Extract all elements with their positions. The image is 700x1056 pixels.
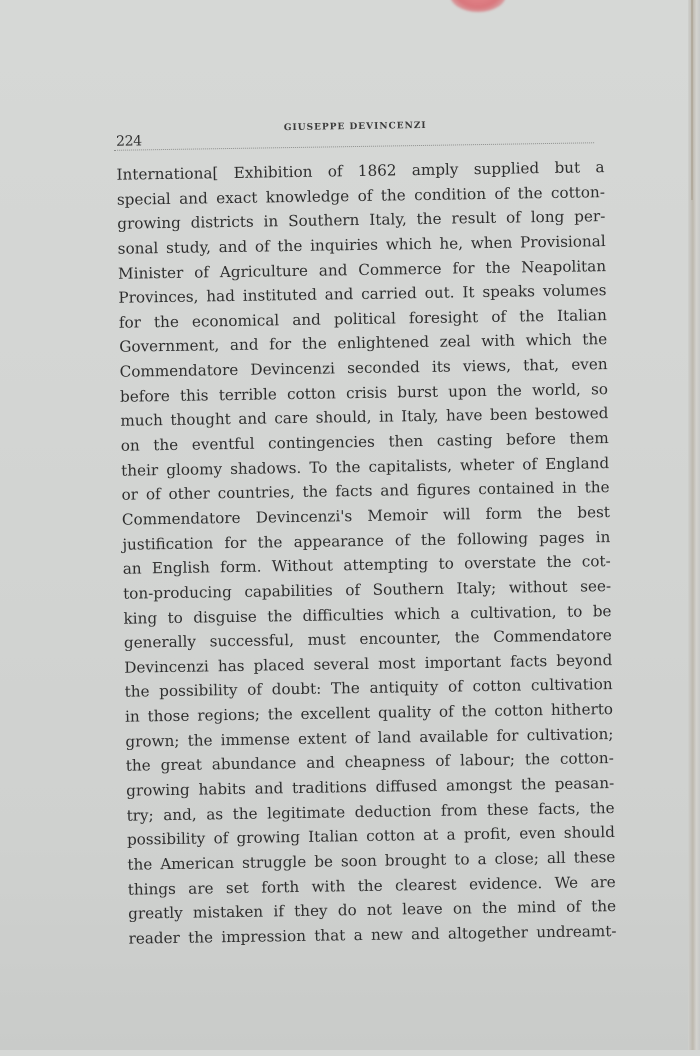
text-line: Devincenzi has placed several most important facts beyond (124, 650, 613, 677)
text-line: the possibility of doubt: The antiquity of cotton cultivation (124, 675, 613, 702)
text-line: the great abundance and cheapness of labour; the cotton- (125, 749, 614, 776)
text-line: or of other countries, the facts and figures contained in the (121, 478, 610, 505)
text-line: Internationa[ Exhibition of 1862 amply supplied but a (116, 158, 605, 184)
text-line: growing districts in Southern Italy, the result of long per- (117, 207, 606, 234)
running-head (114, 120, 594, 154)
text-line: try; and, as the legitimate deduction from these facts, the (126, 798, 615, 825)
text-line: king to disguise the difficulties which a cultivation, to be (123, 601, 612, 628)
text-line: Minister of Agriculture and Commerce for the Neapolitan (117, 256, 607, 283)
text-line: the American struggle be soon brought to a close; all these (127, 847, 616, 874)
text-line: before this terrible cotton crisis burst upon the world, so (119, 379, 609, 406)
text-line: their gloomy shadows. To the capitalists, wheter of England (121, 453, 610, 480)
text-line: for the economical and political foresight of the Italian (118, 305, 607, 332)
text-line: generally successful, must encounter, the Commendatore (123, 626, 612, 652)
body-text (116, 155, 616, 951)
text-line: possibility of growing Italian cotton at a profit, even should (126, 823, 616, 849)
text-line: an English form. Without attempting to overstate the cot- (122, 552, 611, 578)
header-rule (114, 142, 594, 151)
text-line: greatly mistaken if they do not leave on the mind of the (128, 897, 617, 923)
text-line: Commendatore Devincenzi's Memoir will form the best (121, 503, 611, 529)
text-line: grown; the immense extent of land available for cultivation; (125, 724, 614, 751)
text-line: ton-producing capabilities of Southern Italy; without see- (122, 576, 612, 603)
text-line: in those regions; the excellent quality of the cotton hitherto (124, 700, 614, 726)
text-line: special and exact knowledge of the condition of the cotton- (116, 182, 606, 209)
text-line: reader the impression that a new and altogether undreamt- (128, 921, 617, 948)
text-line: things are set forth with the clearest evidence. We are (127, 872, 616, 899)
page-number: 224 (115, 133, 142, 150)
text-line: justification for the appearance of the following pages in (122, 527, 611, 554)
text-line: growing habits and traditions diffused amongst the peasan- (126, 774, 615, 800)
text-line: sonal study, and of the inquiries which he, when Provisional (117, 232, 606, 258)
text-line: Commendatore Devincenzi seconded its views, that, even (119, 355, 608, 381)
text-line: much thought and care should, in Italy, have been bestowed (120, 404, 609, 431)
running-title: GIUSEPPE DEVINCENZI (283, 120, 427, 134)
text-line: Government, and for the enlightened zeal with which the (119, 330, 608, 357)
text-line: on the eventful contingencies then casting before them (120, 429, 609, 455)
text-line: Provinces, had instituted and carried out. It speaks volumes (118, 281, 607, 307)
